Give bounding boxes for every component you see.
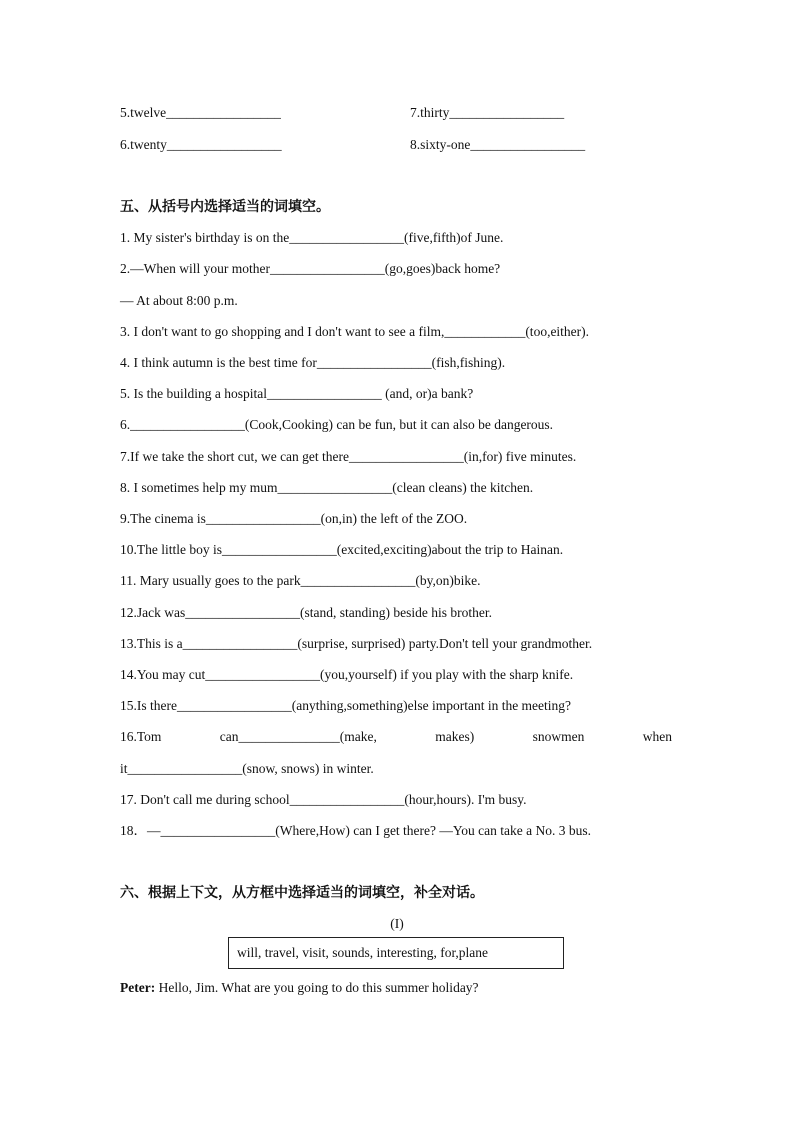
item16-part: 16.Tom <box>120 729 162 744</box>
numbers-item-7: 7.thirty_________________ <box>410 105 565 120</box>
item16-part: when <box>642 729 672 744</box>
item16-part: snowmen <box>532 729 585 744</box>
section5-title: 五、从括号内选择适当的词填空。 <box>120 199 330 215</box>
section6-title: 六、根据上下文，从方框中选择适当的词填空，补全对话。 <box>120 885 484 901</box>
item16-part: makes) <box>435 729 475 744</box>
dialogue-text: Hello, Jim. What are you going to do this summer holiday? <box>155 980 479 995</box>
section5-item-10: 10.The little boy is_________________(excited,exciting)about the trip to Hainan. <box>120 542 564 557</box>
word-box-text: will, travel, visit, sounds, interesting, for,plane <box>237 945 489 960</box>
section5-item-13: 13.This is a_________________(surprise, surprised) party.Don't tell your grandmother. <box>120 636 593 651</box>
dialogue-line <box>120 979 479 997</box>
section5-item-9: 9.The cinema is_________________(on,in) the left of the ZOO. <box>120 511 468 526</box>
numbers-item-6: 6.twenty_________________ <box>120 137 282 152</box>
section5-item-17: 17. Don't call me during school_________________(hour,hours). I'm busy. <box>120 792 527 807</box>
section5-item-11: 11. Mary usually goes to the park_________________(by,on)bike. <box>120 573 481 588</box>
section5-item-16 <box>120 728 672 746</box>
section5-item-12: 12.Jack was_________________(stand, standing) beside his brother. <box>120 605 492 620</box>
numbers-item-8: 8.sixty-one_________________ <box>410 137 586 152</box>
speaker-label: Peter: <box>120 980 156 995</box>
section5-item-7: 7.If we take the short cut, we can get there_________________(in,for) five minutes. <box>120 449 577 464</box>
item16-part: can_______________(make, <box>219 729 377 744</box>
section5-item-5: 5. Is the building a hospital_________________ (and, or)a bank? <box>120 386 474 401</box>
section5-item-1: 1. My sister's birthday is on the_________________(five,fifth)of June. <box>120 230 504 245</box>
section5-item-6: 6._________________(Cook,Cooking) can be fun, but it can also be dangerous. <box>120 417 554 432</box>
section5-item-8: 8. I sometimes help my mum_________________(clean cleans) the kitchen. <box>120 480 534 495</box>
section5-item-3: 3. I don't want to go shopping and I don't want to see a film,____________(too,either). <box>120 324 590 339</box>
numbers-item-5: 5.twelve_________________ <box>120 105 281 120</box>
section5-item-18: 18．—_________________(Where,How) can I get there? —You can take a No. 3 bus. <box>120 823 592 838</box>
section5-item-4: 4. I think autumn is the best time for_________________(fish,fishing). <box>120 355 506 370</box>
section5-item-2: 2.—When will your mother_________________(go,goes)back home? <box>120 261 501 276</box>
section5-item-15: 15.Is there_________________(anything,something)else important in the meeting? <box>120 698 572 713</box>
dialogue-label: (I) <box>390 916 404 931</box>
section5-item-2-answer: — At about 8:00 p.m. <box>120 293 238 308</box>
section5-item-14: 14.You may cut_________________(you,yourself) if you play with the sharp knife. <box>120 667 574 682</box>
word-box <box>228 937 564 969</box>
section5-item-16-cont: it_________________(snow, snows) in winter. <box>120 761 374 776</box>
